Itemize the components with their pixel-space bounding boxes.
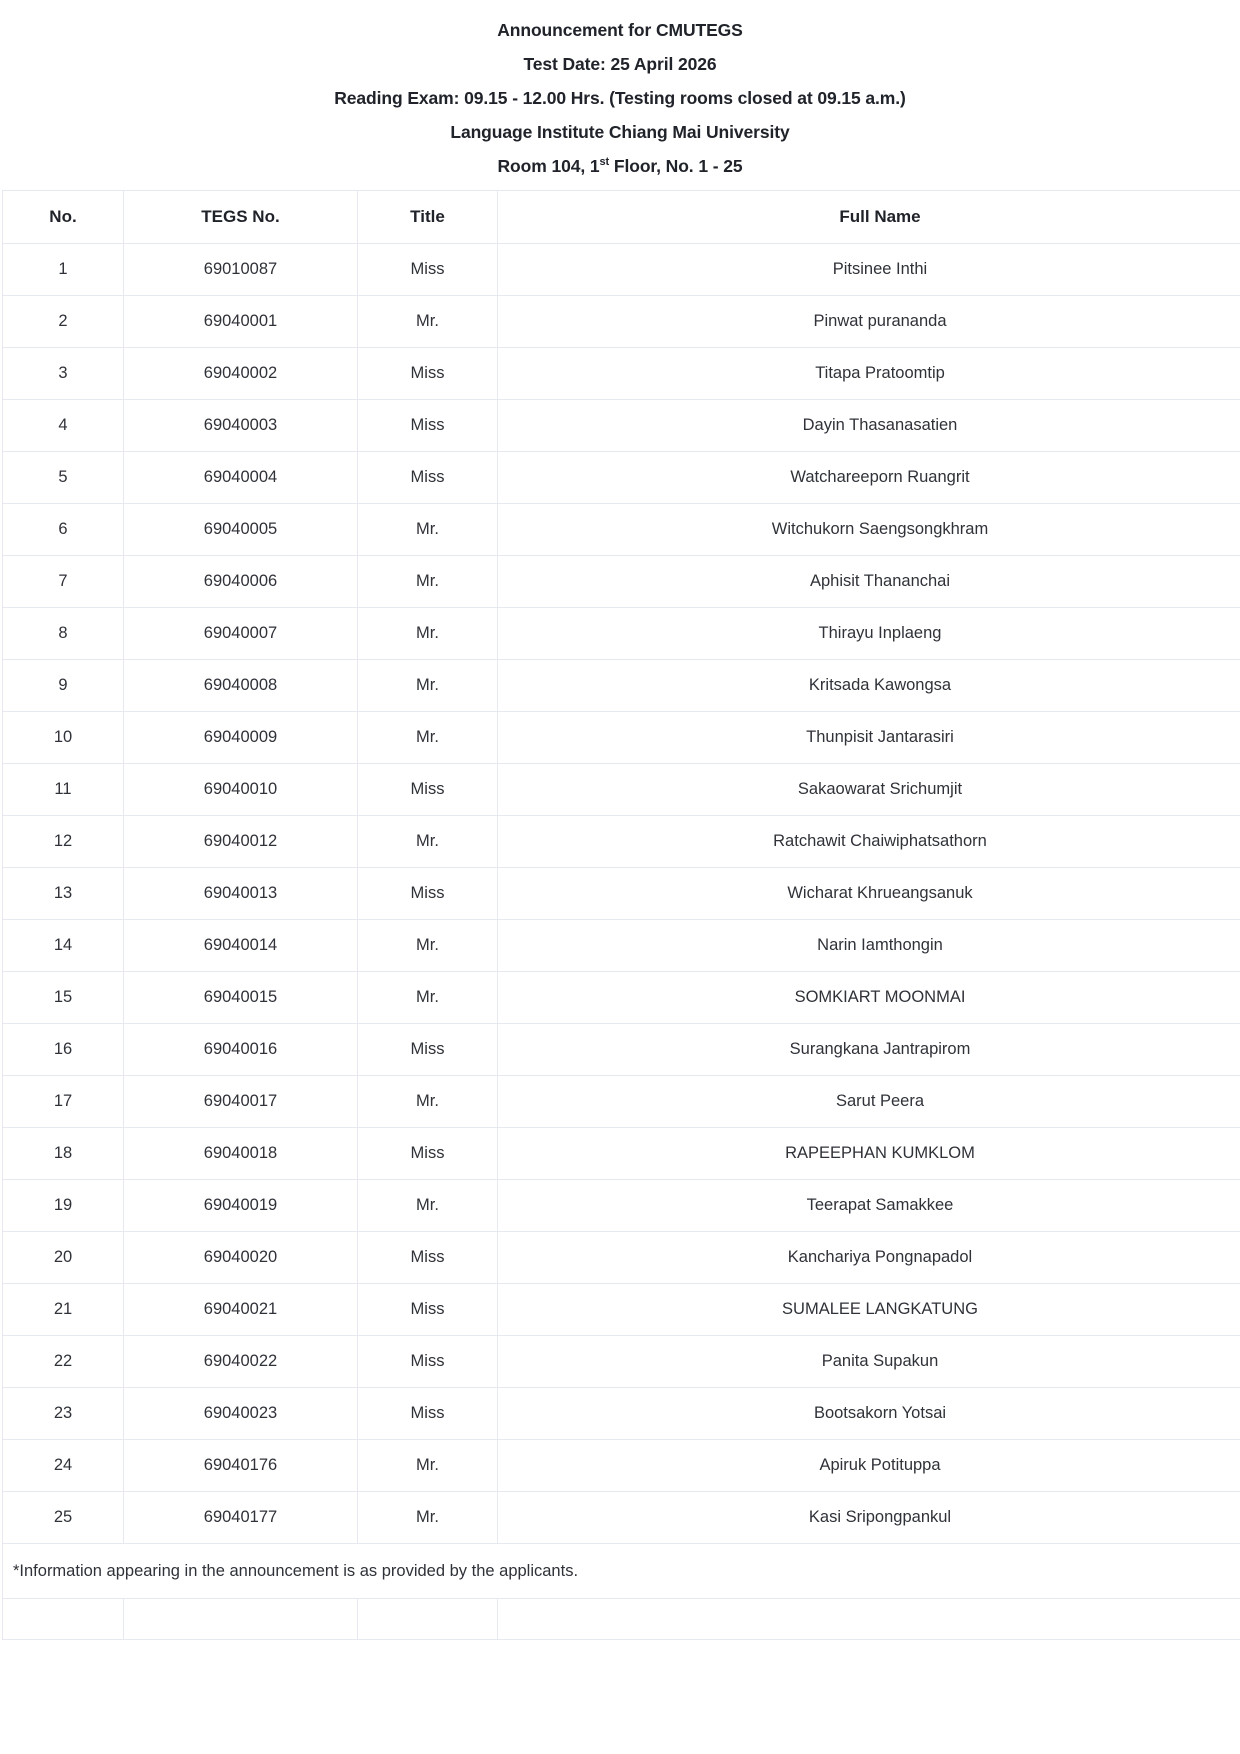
cell-name: Titapa Pratoomtip [498,348,1240,400]
room-suffix: Floor, No. 1 - 25 [609,156,743,176]
cell-title: Miss [358,1388,498,1440]
header-line-exam-time: Reading Exam: 09.15 - 12.00 Hrs. (Testing rooms closed at 09.15 a.m.) [334,88,906,108]
cell-tegs: 69040022 [124,1336,358,1388]
cell-name: Kanchariya Pongnapadol [498,1232,1240,1284]
cell-name: Aphisit Thananchai [498,556,1240,608]
cell-title: Miss [358,400,498,452]
table-foot [3,1544,1240,1640]
cell-no: 15 [3,972,124,1024]
cell-no: 19 [3,1180,124,1232]
table-row [3,504,1240,556]
cell-tegs: 69040004 [124,452,358,504]
cell-title: Mr. [358,816,498,868]
cell-title: Miss [358,1336,498,1388]
cell-title: Miss [358,1232,498,1284]
cell-title [358,1599,498,1640]
cell-title: Mr. [358,972,498,1024]
header-line-title: Announcement for CMUTEGS [497,20,743,40]
announcement-header [0,0,1240,183]
cell-title: Mr. [358,608,498,660]
cell-no: 1 [3,244,124,296]
cell-no: 5 [3,452,124,504]
cell-name: Bootsakorn Yotsai [498,1388,1240,1440]
cell-tegs: 69010087 [124,244,358,296]
table-row [3,1492,1240,1544]
cell-tegs: 69040016 [124,1024,358,1076]
cell-name: Thunpisit Jantarasiri [498,712,1240,764]
cell-tegs: 69040009 [124,712,358,764]
cell-tegs: 69040021 [124,1284,358,1336]
table-row [3,1388,1240,1440]
cell-tegs [124,1599,358,1640]
cell-title: Mr. [358,920,498,972]
cell-tegs: 69040014 [124,920,358,972]
table-row [3,920,1240,972]
table-row [3,608,1240,660]
cell-no: 7 [3,556,124,608]
cell-tegs: 69040003 [124,400,358,452]
cell-no: 24 [3,1440,124,1492]
cell-name: Watchareeporn Ruangrit [498,452,1240,504]
cell-no: 11 [3,764,124,816]
table-row [3,296,1240,348]
cell-title: Mr. [358,712,498,764]
cell-tegs: 69040017 [124,1076,358,1128]
cell-tegs: 69040005 [124,504,358,556]
cell-no: 23 [3,1388,124,1440]
table-row [3,556,1240,608]
table-row [3,816,1240,868]
cell-title: Miss [358,764,498,816]
table-row [3,1336,1240,1388]
cell-name: Teerapat Samakkee [498,1180,1240,1232]
roster-table-container [0,190,1240,1640]
cell-no: 4 [3,400,124,452]
cell-no: 17 [3,1076,124,1128]
cell-no: 14 [3,920,124,972]
table-row [3,1180,1240,1232]
footnote-row [3,1544,1240,1599]
table-row [3,1440,1240,1492]
cell-tegs: 69040007 [124,608,358,660]
cell-tegs: 69040023 [124,1388,358,1440]
cell-name: Sakaowarat Srichumjit [498,764,1240,816]
cell-name: Apiruk Potituppa [498,1440,1240,1492]
cell-tegs: 69040012 [124,816,358,868]
cell-title: Miss [358,452,498,504]
cell-title: Mr. [358,556,498,608]
cell-tegs: 69040177 [124,1492,358,1544]
table-row [3,712,1240,764]
cell-no: 12 [3,816,124,868]
header-line-room [0,149,1240,183]
cell-name: Ratchawit Chaiwiphatsathorn [498,816,1240,868]
cell-name: Surangkana Jantrapirom [498,1024,1240,1076]
table-row [3,244,1240,296]
cell-no: 10 [3,712,124,764]
cell-name: Sarut Peera [498,1076,1240,1128]
column-header-full-name: Full Name [498,191,1240,244]
table-row [3,972,1240,1024]
header-line-test-date: Test Date: 25 April 2026 [523,54,717,74]
cell-title: Miss [358,1284,498,1336]
table-row [3,1284,1240,1336]
cell-tegs: 69040010 [124,764,358,816]
cell-no: 3 [3,348,124,400]
cell-no: 21 [3,1284,124,1336]
table-body [3,244,1240,1544]
table-row [3,348,1240,400]
cell-tegs: 69040018 [124,1128,358,1180]
cell-no: 20 [3,1232,124,1284]
cell-name: Narin Iamthongin [498,920,1240,972]
cell-title: Miss [358,244,498,296]
cell-tegs: 69040013 [124,868,358,920]
cell-name [498,1599,1240,1640]
table-row [3,764,1240,816]
cell-no: 9 [3,660,124,712]
cell-name: Pinwat purananda [498,296,1240,348]
cell-title: Mr. [358,1180,498,1232]
cell-title: Miss [358,348,498,400]
cell-tegs: 69040015 [124,972,358,1024]
column-header-tegs-no: TEGS No. [124,191,358,244]
table-header-row [3,191,1240,244]
cell-no: 18 [3,1128,124,1180]
cell-title: Miss [358,1024,498,1076]
cell-tegs: 69040002 [124,348,358,400]
cell-name: RAPEEPHAN KUMKLOM [498,1128,1240,1180]
roster-table [2,190,1240,1640]
cell-name: Panita Supakun [498,1336,1240,1388]
cell-no: 16 [3,1024,124,1076]
cell-name: Kasi Sripongpankul [498,1492,1240,1544]
table-row [3,1128,1240,1180]
cell-name: SOMKIART MOONMAI [498,972,1240,1024]
cell-title: Mr. [358,296,498,348]
table-row [3,452,1240,504]
cell-name: Kritsada Kawongsa [498,660,1240,712]
table-row [3,868,1240,920]
cell-title: Mr. [358,1076,498,1128]
cell-tegs: 69040001 [124,296,358,348]
cell-no: 6 [3,504,124,556]
table-row [3,1232,1240,1284]
room-ordinal-suffix: st [599,156,610,169]
cell-no: 13 [3,868,124,920]
cell-title: Mr. [358,660,498,712]
cell-name: Thirayu Inplaeng [498,608,1240,660]
cell-no: 8 [3,608,124,660]
cell-tegs: 69040176 [124,1440,358,1492]
cell-tegs: 69040020 [124,1232,358,1284]
cell-name: Pitsinee Inthi [498,244,1240,296]
cell-title: Miss [358,868,498,920]
cell-name: Dayin Thasanasatien [498,400,1240,452]
column-header-no: No. [3,191,124,244]
cell-title: Mr. [358,504,498,556]
table-head [3,191,1240,244]
cell-title: Mr. [358,1492,498,1544]
cell-no: 2 [3,296,124,348]
cell-name: Witchukorn Saengsongkhram [498,504,1240,556]
cell-tegs: 69040006 [124,556,358,608]
table-row [3,660,1240,712]
table-row [3,1599,1240,1640]
cell-name: SUMALEE LANGKATUNG [498,1284,1240,1336]
column-header-title: Title [358,191,498,244]
cell-tegs: 69040008 [124,660,358,712]
cell-name: Wicharat Khrueangsanuk [498,868,1240,920]
cell-title: Mr. [358,1440,498,1492]
header-line-institute: Language Institute Chiang Mai University [450,122,790,142]
table-row [3,400,1240,452]
cell-no [3,1599,124,1640]
cell-no: 22 [3,1336,124,1388]
footnote-text: *Information appearing in the announcement is as provided by the applicants. [3,1544,1240,1599]
table-row [3,1076,1240,1128]
cell-tegs: 69040019 [124,1180,358,1232]
cell-title: Miss [358,1128,498,1180]
table-row [3,1024,1240,1076]
cell-no: 25 [3,1492,124,1544]
room-prefix: Room 104, 1 [497,156,600,176]
